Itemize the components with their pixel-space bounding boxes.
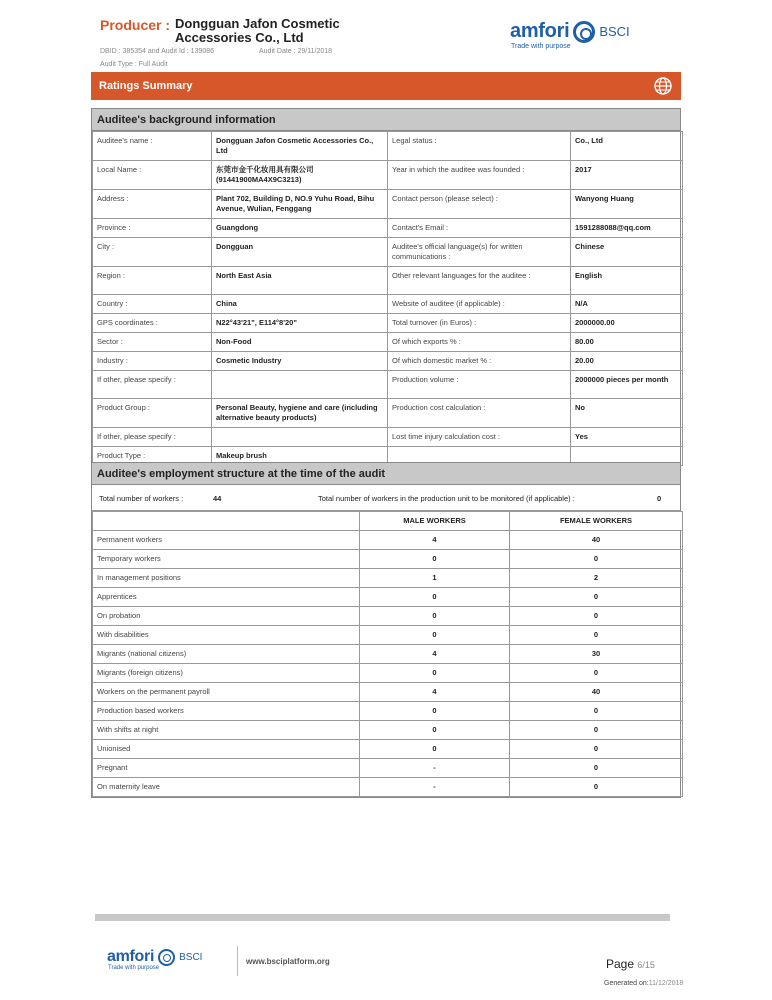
- male-workers-header: MALE WORKERS: [360, 512, 510, 531]
- company-name: Dongguan Jafon Cosmetic Accessories Co., Ltd: [175, 16, 340, 45]
- field-label: Industry :: [93, 352, 212, 371]
- footer-divider-bar: [95, 914, 670, 921]
- footer-amfori-bsci-logo: [107, 948, 202, 966]
- employment-section-title: Auditee's employment structure at the time of the audit: [92, 463, 680, 485]
- worker-category: Permanent workers: [93, 531, 360, 550]
- worker-category: Migrants (national citizens): [93, 645, 360, 664]
- background-section-title: Auditee's background information: [92, 109, 680, 131]
- employment-totals: [92, 485, 680, 511]
- male-count: -: [360, 759, 510, 778]
- field-label: Other relevant languages for the auditee :: [388, 267, 571, 295]
- background-row: [93, 314, 683, 333]
- dbid-line: DBID : 385354 and Audit Id : 139086: [100, 48, 215, 55]
- footer-vertical-divider: [237, 946, 238, 976]
- employment-row: [93, 759, 683, 778]
- female-count: 0: [510, 607, 683, 626]
- worker-category: Migrants (foreign citizens): [93, 664, 360, 683]
- field-value: English: [571, 267, 683, 295]
- employment-row: [93, 645, 683, 664]
- field-value: Chinese: [571, 238, 683, 267]
- field-label: Auditee's official language(s) for written communications :: [388, 238, 571, 267]
- employment-table: [92, 511, 683, 797]
- field-value: Non-Food: [212, 333, 388, 352]
- female-count: 0: [510, 759, 683, 778]
- employment-row: [93, 740, 683, 759]
- field-value: Personal Beauty, hygiene and care (including alternative beauty products): [212, 399, 388, 428]
- field-label: Sector :: [93, 333, 212, 352]
- field-label: If other, please specify :: [93, 371, 212, 399]
- logo-bsci: BSCI: [599, 24, 630, 39]
- female-count: 0: [510, 664, 683, 683]
- employment-header-blank: [93, 512, 360, 531]
- field-label: Product Type :: [93, 447, 212, 466]
- producer-label: Producer :: [100, 17, 171, 33]
- male-count: 4: [360, 531, 510, 550]
- field-value: Guangdong: [212, 219, 388, 238]
- field-label: Production volume :: [388, 371, 571, 399]
- field-value: 1591288088@qq.com: [571, 219, 683, 238]
- field-value: 东莞市金千化妆用具有限公司 (91441900MA4X9C3213): [212, 161, 388, 190]
- audit-date: Audit Date : 29/11/2018: [259, 48, 333, 55]
- logo-tagline: Trade with purpose: [511, 43, 571, 50]
- field-label: Total turnover (in Euros) :: [388, 314, 571, 333]
- background-table: [92, 131, 683, 466]
- globe-icon: [653, 76, 673, 96]
- worker-category: Temporary workers: [93, 550, 360, 569]
- male-count: 4: [360, 645, 510, 664]
- field-value: China: [212, 295, 388, 314]
- worker-category: Production based workers: [93, 702, 360, 721]
- page-indicator: [606, 957, 655, 971]
- female-count: 0: [510, 740, 683, 759]
- employment-row: [93, 569, 683, 588]
- female-count: 0: [510, 626, 683, 645]
- background-row: [93, 190, 683, 219]
- field-label: Of which domestic market % :: [388, 352, 571, 371]
- field-label: GPS coordinates :: [93, 314, 212, 333]
- footer-logo-tagline: Trade with purpose: [108, 965, 160, 971]
- background-row: [93, 161, 683, 190]
- female-count: 0: [510, 588, 683, 607]
- generated-label: Generated on:: [604, 980, 649, 987]
- employment-row: [93, 664, 683, 683]
- field-value: Wanyong Huang: [571, 190, 683, 219]
- field-label: Address :: [93, 190, 212, 219]
- total-workers-value: 44: [213, 494, 222, 503]
- field-value: N22°43'21", E114°8'20": [212, 314, 388, 333]
- female-count: 40: [510, 683, 683, 702]
- female-count: 2: [510, 569, 683, 588]
- background-row: [93, 238, 683, 267]
- field-label: Lost time injury calculation cost :: [388, 428, 571, 447]
- male-count: 0: [360, 550, 510, 569]
- worker-category: Apprentices: [93, 588, 360, 607]
- female-count: 0: [510, 550, 683, 569]
- background-row: [93, 371, 683, 399]
- employment-row: [93, 702, 683, 721]
- monitored-workers-label: Total number of workers in the production unit to be monitored (if applicable) :: [318, 494, 575, 503]
- employment-row: [93, 683, 683, 702]
- employment-row: [93, 721, 683, 740]
- monitored-workers-value: 0: [657, 494, 662, 503]
- field-value: Co., Ltd: [571, 132, 683, 161]
- field-value: [212, 371, 388, 399]
- worker-category: With shifts at night: [93, 721, 360, 740]
- male-count: 0: [360, 664, 510, 683]
- female-count: 0: [510, 778, 683, 797]
- female-count: 0: [510, 702, 683, 721]
- field-label: Contact's Email :: [388, 219, 571, 238]
- male-count: 0: [360, 626, 510, 645]
- field-value: Yes: [571, 428, 683, 447]
- field-value: 2000000 pieces per month: [571, 371, 683, 399]
- audit-type: Audit Type : Full Audit: [100, 61, 168, 68]
- male-count: 0: [360, 740, 510, 759]
- field-value: [212, 428, 388, 447]
- field-label: Contact person (please select) :: [388, 190, 571, 219]
- female-count: 40: [510, 531, 683, 550]
- background-row: [93, 267, 683, 295]
- field-value: 2017: [571, 161, 683, 190]
- page-number: 6/15: [637, 960, 655, 970]
- worker-category: On probation: [93, 607, 360, 626]
- field-label: Auditee's name :: [93, 132, 212, 161]
- logo-ring-icon: [573, 21, 595, 43]
- employment-row: [93, 531, 683, 550]
- background-section: [91, 108, 681, 467]
- ratings-summary-title: Ratings Summary: [99, 80, 193, 92]
- male-count: 0: [360, 721, 510, 740]
- footer-url[interactable]: www.bsciplatform.org: [246, 957, 330, 966]
- worker-category: Pregnant: [93, 759, 360, 778]
- field-value: Dongguan: [212, 238, 388, 267]
- field-label: Legal status :: [388, 132, 571, 161]
- field-label: Year in which the auditee was founded :: [388, 161, 571, 190]
- page-label: Page: [606, 957, 635, 971]
- field-label: Local Name :: [93, 161, 212, 190]
- footer-logo-ring-icon: [158, 949, 175, 966]
- logo-word: amfori: [510, 20, 570, 42]
- field-value: 20.00: [571, 352, 683, 371]
- field-value: Plant 702, Building D, NO.9 Yuhu Road, Bihu Avenue, Wulian, Fenggang: [212, 190, 388, 219]
- field-value: No: [571, 399, 683, 428]
- male-count: -: [360, 778, 510, 797]
- field-value: Cosmetic Industry: [212, 352, 388, 371]
- worker-category: With disabilities: [93, 626, 360, 645]
- field-value: 80.00: [571, 333, 683, 352]
- employment-row: [93, 588, 683, 607]
- worker-category: In management positions: [93, 569, 360, 588]
- field-label: Of which exports % :: [388, 333, 571, 352]
- worker-category: Workers on the permanent payroll: [93, 683, 360, 702]
- field-label: If other, please specify :: [93, 428, 212, 447]
- employment-row: [93, 626, 683, 645]
- ratings-summary-bar: [91, 72, 681, 100]
- background-row: [93, 333, 683, 352]
- employment-row: [93, 778, 683, 797]
- male-count: 0: [360, 702, 510, 721]
- employment-row: [93, 607, 683, 626]
- background-row: [93, 132, 683, 161]
- footer-logo-word: amfori: [107, 948, 155, 965]
- male-count: 4: [360, 683, 510, 702]
- background-row: [93, 352, 683, 371]
- background-row: [93, 295, 683, 314]
- field-value: Dongguan Jafon Cosmetic Accessories Co., Ltd: [212, 132, 388, 161]
- generated-date: 11/12/2018: [648, 980, 684, 987]
- female-count: 30: [510, 645, 683, 664]
- employment-section: [91, 462, 681, 798]
- worker-category: On maternity leave: [93, 778, 360, 797]
- field-value: 2000000.00: [571, 314, 683, 333]
- generated-on: [604, 980, 683, 987]
- field-value: North East Asia: [212, 267, 388, 295]
- male-count: 0: [360, 588, 510, 607]
- worker-category: Unionised: [93, 740, 360, 759]
- background-row: [93, 428, 683, 447]
- background-row: [93, 399, 683, 428]
- female-count: 0: [510, 721, 683, 740]
- female-workers-header: FEMALE WORKERS: [510, 512, 683, 531]
- field-label: Country :: [93, 295, 212, 314]
- employment-row: [93, 550, 683, 569]
- footer-logo-bsci: BSCI: [179, 951, 203, 963]
- field-label: Province :: [93, 219, 212, 238]
- male-count: 1: [360, 569, 510, 588]
- field-label: Website of auditee (if applicable) :: [388, 295, 571, 314]
- field-value: N/A: [571, 295, 683, 314]
- field-value: Makeup brush: [212, 447, 388, 466]
- male-count: 0: [360, 607, 510, 626]
- amfori-bsci-logo: [510, 20, 630, 43]
- field-label: City :: [93, 238, 212, 267]
- field-label: Product Group :: [93, 399, 212, 428]
- background-row: [93, 219, 683, 238]
- field-label: Region :: [93, 267, 212, 295]
- field-label: Production cost calculation :: [388, 399, 571, 428]
- total-workers-label: Total number of workers :: [99, 494, 184, 503]
